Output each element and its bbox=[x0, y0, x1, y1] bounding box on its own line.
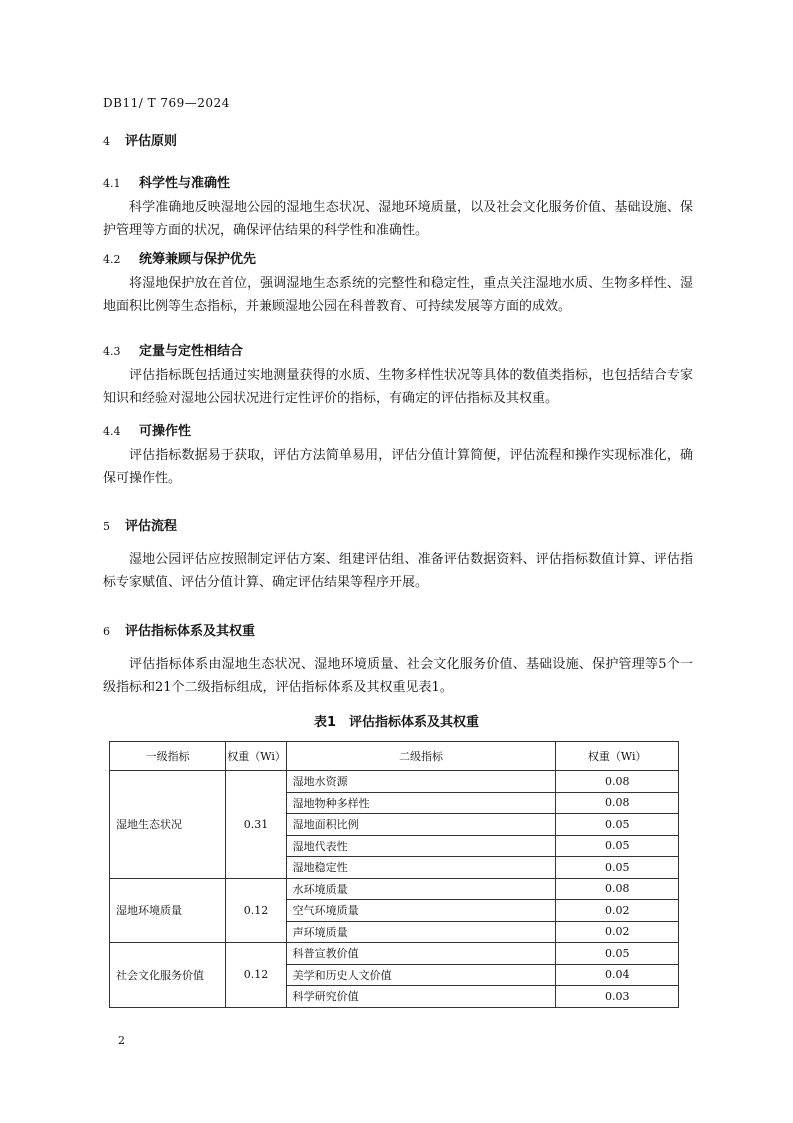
section-paragraph: 科学准确地反映湿地公园的湿地生态状况、湿地环境质量，以及社会文化服务价值、基础设施、保护管理等方面的状况，确保评估结果的科学性和准确性。 bbox=[103, 200, 693, 238]
section-heading bbox=[103, 620, 255, 639]
section-heading bbox=[103, 340, 243, 359]
level2-indicator: 湿地稳定性 bbox=[286, 857, 556, 879]
level2-indicator: 湿地物种多样性 bbox=[286, 792, 556, 814]
level1-weight: 0.12 bbox=[226, 943, 286, 1008]
section-number: 4.1 bbox=[103, 177, 121, 190]
section-heading bbox=[103, 130, 177, 149]
section-title: 评估流程 bbox=[125, 519, 178, 534]
level2-indicator: 空气环境质量 bbox=[286, 900, 556, 922]
section-paragraph: 评估指标数据易于获取，评估方法简单易用，评估分值计算简便，评估流程和操作实现标准化，确保可操作性。 bbox=[103, 448, 693, 486]
column-header: 权重（Wi） bbox=[226, 742, 286, 771]
section-number: 4.4 bbox=[103, 425, 121, 438]
section-title: 可操作性 bbox=[139, 424, 192, 439]
level2-indicator: 湿地面积比例 bbox=[286, 814, 556, 836]
section-paragraph: 评估指标既包括通过实地测量获得的水质、生物多样性状况等具体的数值类指标，也包括结合专家知识和经验对湿地公园状况进行定性评价的指标，有确定的评估指标及其权重。 bbox=[103, 368, 693, 406]
section-paragraph: 将湿地保护放在首位，强调湿地生态系统的完整性和稳定性，重点关注湿地水质、生物多样性、湿地面积比例等生态指标，并兼顾湿地公园在科普教育、可持续发展等方面的成效。 bbox=[103, 276, 693, 314]
level2-weight: 0.08 bbox=[556, 771, 679, 793]
table-row bbox=[110, 943, 679, 965]
section-title: 统筹兼顾与保护优先 bbox=[139, 252, 257, 267]
table-row bbox=[110, 771, 679, 793]
table-caption: 表1 评估指标体系及其权重 bbox=[313, 715, 480, 730]
column-header: 权重（Wi） bbox=[556, 742, 679, 771]
level1-weight: 0.12 bbox=[226, 878, 286, 943]
level2-indicator: 湿地代表性 bbox=[286, 835, 556, 857]
level2-weight: 0.05 bbox=[556, 943, 679, 965]
level2-indicator: 美学和历史人文价值 bbox=[286, 964, 556, 986]
section-number: 4.3 bbox=[103, 345, 121, 358]
level2-weight: 0.05 bbox=[556, 835, 679, 857]
section-title: 科学性与准确性 bbox=[139, 176, 231, 191]
level2-indicator: 声环境质量 bbox=[286, 921, 556, 943]
section-paragraph: 评估指标体系由湿地生态状况、湿地环境质量、社会文化服务价值、基础设施、保护管理等5个一级指标和21个二级指标组成，评估指标体系及其权重见表1。 bbox=[103, 657, 693, 695]
level2-weight: 0.08 bbox=[556, 792, 679, 814]
level2-weight: 0.08 bbox=[556, 878, 679, 900]
section-title: 评估指标体系及其权重 bbox=[125, 624, 256, 639]
section-number: 4.2 bbox=[103, 253, 121, 266]
weights-table bbox=[109, 741, 679, 1008]
level2-weight: 0.03 bbox=[556, 986, 679, 1008]
page-number: 2 bbox=[118, 1034, 125, 1047]
level2-indicator: 科普宣教价值 bbox=[286, 943, 556, 965]
column-header: 一级指标 bbox=[110, 742, 226, 771]
table-row bbox=[110, 878, 679, 900]
section-heading bbox=[103, 515, 177, 534]
level1-indicator: 社会文化服务价值 bbox=[110, 943, 226, 1008]
level2-weight: 0.04 bbox=[556, 964, 679, 986]
section-number: 5 bbox=[103, 520, 110, 533]
level2-indicator: 水环境质量 bbox=[286, 878, 556, 900]
level1-indicator: 湿地环境质量 bbox=[110, 878, 226, 943]
level2-indicator: 科学研究价值 bbox=[286, 986, 556, 1008]
document-header: DB11/ T 769—2024 bbox=[103, 96, 230, 110]
column-header: 二级指标 bbox=[286, 742, 556, 771]
level2-weight: 0.05 bbox=[556, 857, 679, 879]
section-paragraph: 湿地公园评估应按照制定评估方案、组建评估组、准备评估数据资料、评估指标数值计算、评估指标专家赋值、评估分值计算、确定评估结果等程序开展。 bbox=[103, 552, 693, 590]
section-title: 定量与定性相结合 bbox=[139, 344, 244, 359]
section-heading bbox=[103, 248, 256, 267]
level2-weight: 0.02 bbox=[556, 900, 679, 922]
section-title: 评估原则 bbox=[125, 134, 178, 149]
level2-weight: 0.02 bbox=[556, 921, 679, 943]
section-heading bbox=[103, 420, 191, 439]
section-number: 4 bbox=[103, 135, 110, 148]
level1-indicator: 湿地生态状况 bbox=[110, 771, 226, 879]
level1-weight: 0.31 bbox=[226, 771, 286, 879]
section-number: 6 bbox=[103, 625, 110, 638]
level2-indicator: 湿地水资源 bbox=[286, 771, 556, 793]
level2-weight: 0.05 bbox=[556, 814, 679, 836]
section-heading bbox=[103, 172, 230, 191]
